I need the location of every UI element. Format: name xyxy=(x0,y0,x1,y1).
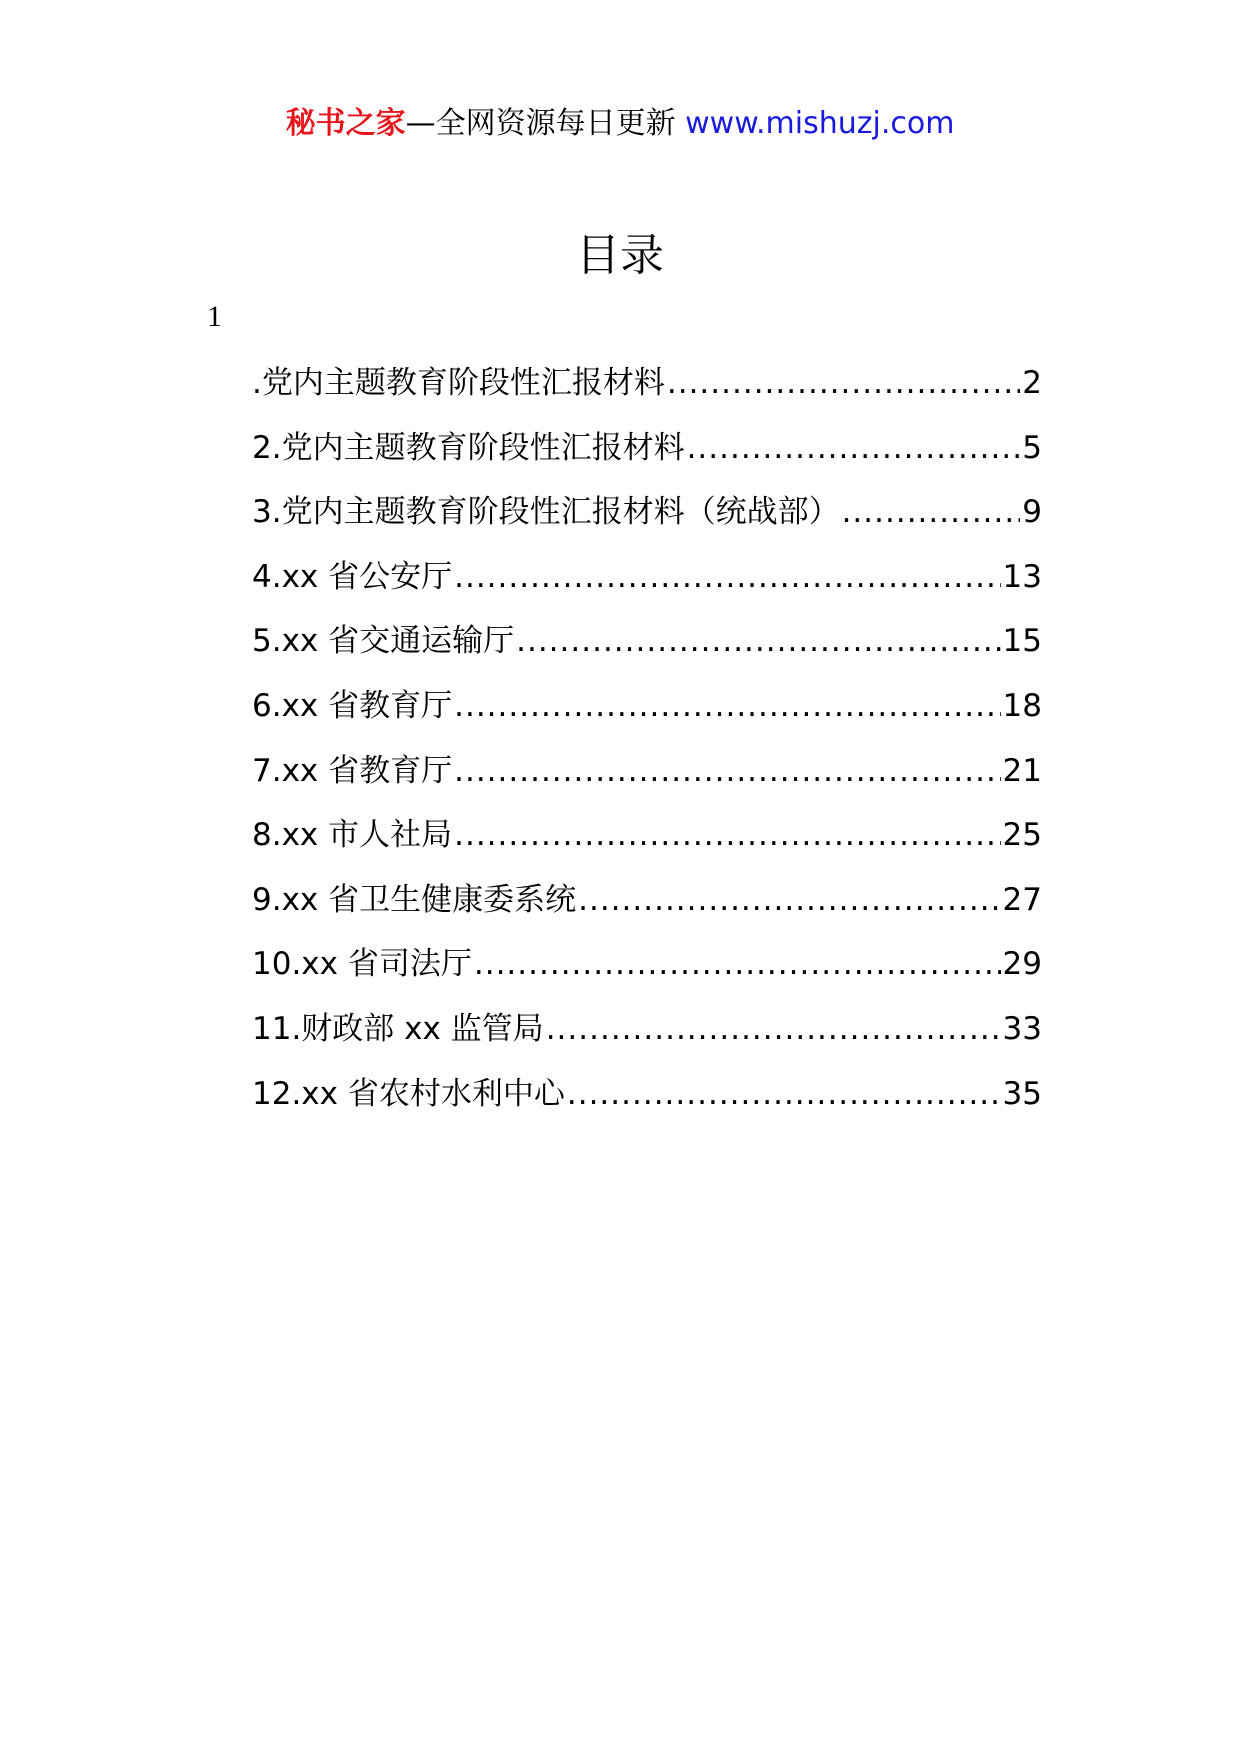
toc-entry-page: 9 xyxy=(1022,494,1042,531)
toc-entry-title: 6.xx 省教育厅 xyxy=(252,687,453,724)
site-header xyxy=(0,104,1240,144)
toc-dot-leader xyxy=(454,752,1000,790)
toc-entry[interactable] xyxy=(252,493,1042,558)
toc-entry-title: 12.xx 省农村水利中心 xyxy=(252,1075,565,1112)
toc-entry-title: 5.xx 省交通运输厅 xyxy=(252,623,515,660)
toc-entry-page: 33 xyxy=(1002,1010,1042,1047)
toc-entry[interactable] xyxy=(252,816,1042,881)
toc-entry[interactable] xyxy=(252,881,1042,946)
toc-entry[interactable] xyxy=(252,1075,1042,1140)
toc-entry[interactable] xyxy=(252,687,1042,752)
toc-entry[interactable] xyxy=(252,364,1042,429)
toc-dot-leader xyxy=(516,622,1000,660)
header-tagline: —全网资源每日更新 xyxy=(405,106,686,141)
toc-entry-title: 4.xx 省公安厅 xyxy=(252,558,453,595)
toc-dot-leader xyxy=(454,558,1000,596)
toc-entry-title: 7.xx 省教育厅 xyxy=(252,752,453,789)
stray-page-number: 1 xyxy=(207,300,222,333)
toc-entry-page: 2 xyxy=(1022,365,1042,401)
toc-entry-page: 25 xyxy=(1002,817,1042,854)
toc-entry-page: 27 xyxy=(1002,881,1042,918)
page-title: 目录 xyxy=(576,230,664,281)
brand-name: 秘书之家 xyxy=(285,106,406,141)
toc-dot-leader xyxy=(454,687,1000,725)
toc-entry-title: 8.xx 市人社局 xyxy=(252,817,453,854)
toc-entry[interactable] xyxy=(252,558,1042,623)
toc-entry-title: 11.财政部 xx 监管局 xyxy=(252,1010,544,1047)
toc-entry-title: .党内主题教育阶段性汇报材料 xyxy=(252,365,665,401)
toc-entry-page: 21 xyxy=(1002,752,1042,789)
toc-dot-leader xyxy=(578,881,1000,919)
toc-entry[interactable] xyxy=(252,429,1042,494)
toc-entry-page: 13 xyxy=(1002,558,1042,595)
toc-dot-leader xyxy=(667,364,1020,402)
toc-entry[interactable] xyxy=(252,1010,1042,1075)
toc-dot-leader xyxy=(546,1010,1001,1048)
toc-entry[interactable] xyxy=(252,752,1042,817)
toc-entry-title: 3.党内主题教育阶段性汇报材料（统战部） xyxy=(252,494,840,531)
table-of-contents xyxy=(252,364,1042,1139)
toc-entry-title: 9.xx 省卫生健康委系统 xyxy=(252,881,577,918)
toc-dot-leader xyxy=(567,1075,1001,1113)
toc-entry[interactable] xyxy=(252,945,1042,1010)
toc-entry-page: 29 xyxy=(1002,946,1042,983)
site-url-link[interactable]: www.mishuzj.com xyxy=(685,106,955,141)
toc-entry-page: 18 xyxy=(1002,687,1042,724)
toc-dot-leader xyxy=(842,493,1021,531)
toc-dot-leader xyxy=(474,945,1001,983)
toc-entry-page: 35 xyxy=(1002,1075,1042,1112)
toc-dot-leader xyxy=(454,816,1000,854)
toc-entry-page: 5 xyxy=(1022,429,1042,466)
toc-entry-page: 15 xyxy=(1002,623,1042,660)
toc-entry-title: 10.xx 省司法厅 xyxy=(252,946,472,983)
toc-dot-leader xyxy=(687,429,1021,467)
toc-entry-title: 2.党内主题教育阶段性汇报材料 xyxy=(252,429,685,466)
toc-entry[interactable] xyxy=(252,622,1042,687)
